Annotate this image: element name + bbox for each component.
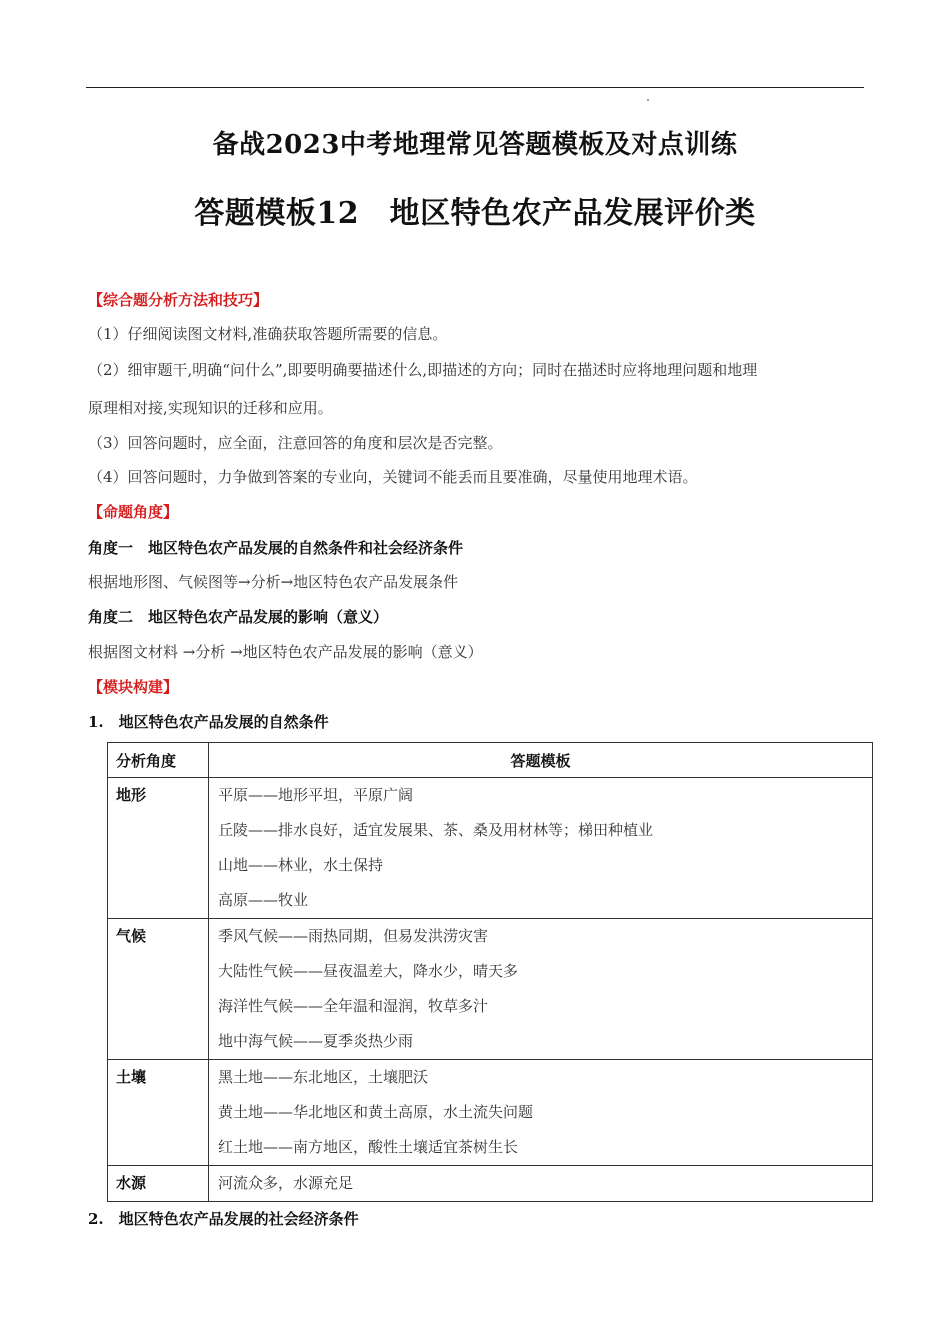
- module-heading: 【模块构建】: [88, 678, 179, 696]
- module-sub1: 1. 地区特色农产品发展的自然条件: [88, 713, 329, 731]
- row-label-soil: 土壤: [108, 1060, 209, 1166]
- header-rule: [86, 87, 864, 88]
- row-content-water: [209, 1166, 873, 1202]
- angle2-title: 角度二 地区特色农产品发展的影响（意义）: [88, 608, 389, 626]
- cell-line: 高原——牧业: [218, 891, 309, 909]
- cell-line: 大陆性气候——昼夜温差大，降水少，晴天多: [218, 962, 519, 980]
- cell-line: 山地——林业，水土保持: [218, 856, 384, 874]
- row-content-terrain: [209, 778, 873, 919]
- cell-line: 黄土地——华北地区和黄土高原，水土流失问题: [218, 1103, 534, 1121]
- cell-line: 丘陵——排水良好，适宜发展果、茶、桑及用材林等；梯田种植业: [218, 821, 654, 839]
- method-item-4: （4）回答问题时，力争做到答案的专业向，关键词不能丢而且要准确，尽量使用地理术语。: [88, 468, 698, 486]
- angles-heading: 【命题角度】: [88, 503, 179, 521]
- method-item-3: （3）回答问题时，应全面，注意回答的角度和层次是否完整。: [88, 434, 503, 452]
- cell-line: 红土地——南方地区，酸性土壤适宜茶树生长: [218, 1138, 519, 1156]
- row-content-soil: [209, 1060, 873, 1166]
- table-header-angle: 分析角度: [108, 743, 209, 778]
- page-subtitle: 答题模板12 地区特色农产品发展评价类: [194, 196, 756, 231]
- table-row: [108, 919, 873, 1060]
- angle1-text: 根据地形图、气候图等→分析→地区特色农产品发展条件: [88, 573, 459, 591]
- angle2-text: 根据图文材料 →分析 →地区特色农产品发展的影响（意义）: [88, 643, 483, 661]
- cell-line: 海洋性气候——全年温和湿润，牧草多汁: [218, 997, 489, 1015]
- row-label-terrain: 地形: [108, 778, 209, 919]
- cell-line: 河流众多，水源充足: [218, 1174, 354, 1192]
- cell-line: 平原——地形平坦，平原广阔: [218, 786, 414, 804]
- table-row: [108, 778, 873, 919]
- method-item-2-cont: 原理相对接,实现知识的迁移和应用。: [88, 399, 333, 417]
- table-row: [108, 1166, 873, 1202]
- module-sub2: 2. 地区特色农产品发展的社会经济条件: [88, 1210, 359, 1228]
- table-header-template: 答题模板: [209, 743, 873, 778]
- method-item-1: （1）仔细阅读图文材料,准确获取答题所需要的信息。: [88, 325, 448, 343]
- cell-line: 黑土地——东北地区，土壤肥沃: [218, 1068, 429, 1086]
- template-table: [107, 742, 873, 1202]
- angle1-title: 角度一 地区特色农产品发展的自然条件和社会经济条件: [88, 539, 464, 557]
- method-item-2: （2）细审题干,明确“问什么”,即要明确要描述什么,即描述的方向；同时在描述时应将地理问题和地理: [88, 361, 758, 379]
- table-header-row: [108, 743, 873, 778]
- methods-heading: 【综合题分析方法和技巧】: [88, 291, 269, 309]
- table-row: [108, 1060, 873, 1166]
- header-dot: [647, 99, 649, 101]
- row-content-climate: [209, 919, 873, 1060]
- cell-line: 季风气候——雨热同期，但易发洪涝灾害: [218, 927, 489, 945]
- row-label-climate: 气候: [108, 919, 209, 1060]
- cell-line: 地中海气候——夏季炎热少雨: [218, 1032, 414, 1050]
- row-label-water: 水源: [108, 1166, 209, 1202]
- page-title: 备战2023中考地理常见答题模板及对点训练: [212, 130, 738, 160]
